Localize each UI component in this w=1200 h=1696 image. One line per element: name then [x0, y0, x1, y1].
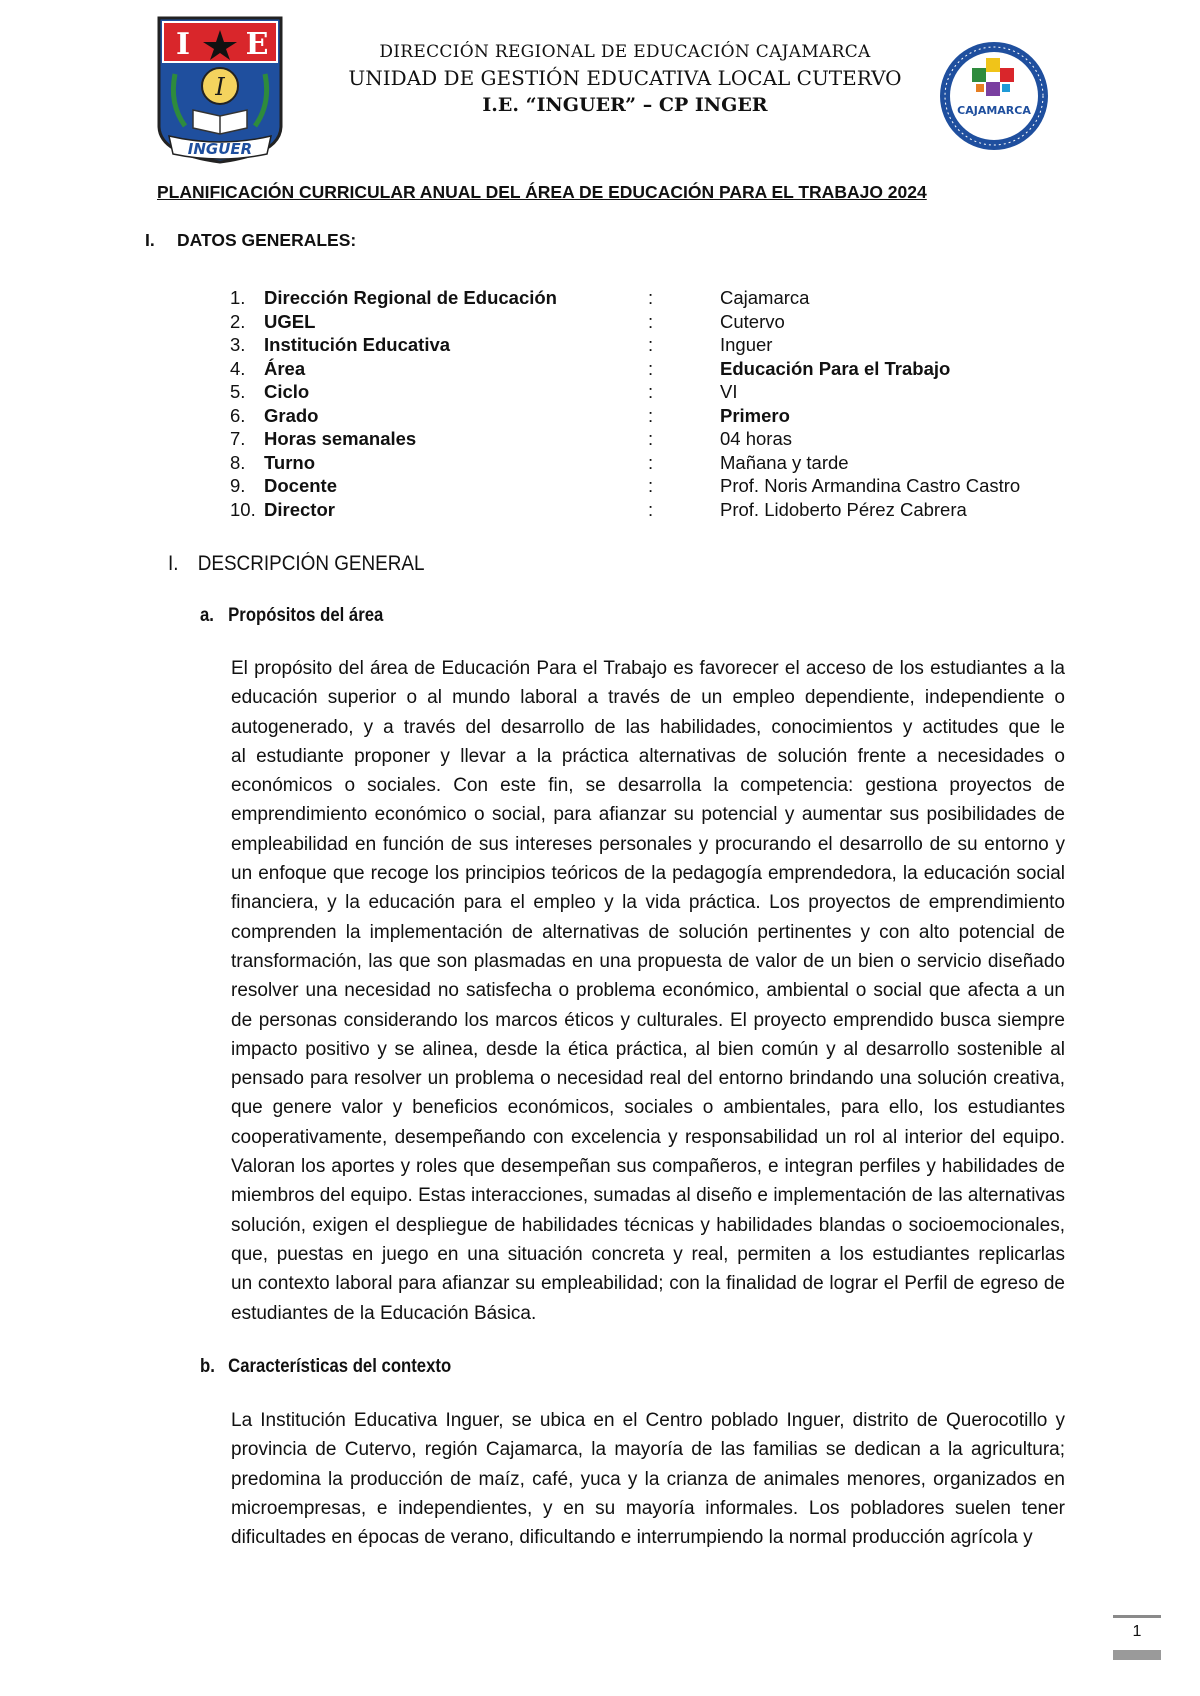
- paragraph-line: [231, 683, 1065, 712]
- paragraph-line-text: autogenerado, y a través del desarrollo de las habilidades, conocimientos y actitudes que le: [231, 716, 1065, 738]
- row-value: Educación Para el Trabajo: [720, 357, 951, 379]
- paragraph-line: [231, 771, 1065, 800]
- paragraph-line: [231, 713, 1065, 742]
- row-number: 6.: [230, 404, 246, 426]
- paragraph-line-text: microempresas, e independientes, y en su mayoría informales. Los pobladores suelen tener: [231, 1497, 1065, 1519]
- paragraph-line-text: Valoran los aportes y roles que desempeñan sus compañeros, e integran perfiles y habilidades de: [231, 1156, 1065, 1178]
- paragraph-line-text: transformación, las que son plasmadas en una propuesta de valor de un bien o servicio diseñado: [231, 950, 1065, 972]
- paragraph-line: [231, 859, 1065, 888]
- crest-letter-left: I: [175, 27, 191, 62]
- paragraph-line: [231, 976, 1065, 1005]
- row-value: Primero: [720, 404, 790, 426]
- paragraph-line: [231, 1152, 1065, 1181]
- row-separator: :: [648, 404, 654, 426]
- row-number: 5.: [230, 381, 246, 402]
- row-number: 3.: [230, 334, 246, 355]
- data-row: [230, 358, 1080, 381]
- row-number: 9.: [230, 475, 246, 496]
- paragraph-line: [231, 1299, 1065, 1328]
- paragraph-line-text: que, puestas en juego en una situación concreta y real, permiten a los estudiantes replicarlas: [231, 1243, 1065, 1265]
- paragraph-line: [231, 1465, 1065, 1494]
- row-separator: :: [648, 498, 654, 520]
- data-row: [230, 405, 1080, 428]
- regional-seal-logo: [938, 40, 1050, 152]
- row-separator: :: [648, 287, 654, 308]
- paragraph-line: [231, 1523, 1065, 1552]
- paragraph-line: [231, 1035, 1065, 1064]
- subsection-letter: a.: [200, 605, 214, 626]
- data-row: [230, 334, 1080, 357]
- row-separator: :: [648, 428, 654, 449]
- crest-letter-right: E: [245, 27, 269, 62]
- paragraph-line: [231, 1269, 1065, 1298]
- header-line-1: DIRECCIÓN REGIONAL DE EDUCACIÓN CAJAMARCA: [379, 42, 871, 62]
- row-separator: :: [648, 451, 654, 473]
- paragraph-line-text: empleabilidad en función de sus intereses personales y procurando el desarrollo de su entorno y: [231, 833, 1065, 855]
- paragraph-line-text: que genere valor y beneficios económicos, sociales o ambientales, para ello, los estudiantes: [231, 1097, 1065, 1119]
- row-number: 2.: [230, 310, 246, 332]
- paragraph-line-text: resolver una necesidad no satisfecha o problema económico, ambiental o social que afecta a un: [231, 980, 1065, 1002]
- paragraph-line: [231, 1211, 1065, 1240]
- paragraph-line-text: impacto positivo y se alinea, desde la ética práctica, al bien común y al desarrollo sostenible al: [231, 1038, 1065, 1060]
- paragraph-line: [231, 742, 1065, 771]
- section-datos-generales-heading: [145, 230, 356, 251]
- header-line-3: I.E. “INGUER” – CP INGER: [482, 94, 768, 116]
- subsection-title: Características del contexto: [228, 1356, 452, 1377]
- row-value: Cajamarca: [720, 287, 810, 308]
- row-label: UGEL: [264, 310, 316, 332]
- row-label: Director: [264, 498, 335, 520]
- row-label: Grado: [264, 404, 319, 426]
- row-separator: :: [648, 381, 654, 402]
- row-value: 04 horas: [720, 428, 792, 449]
- subsection-letter: b.: [200, 1356, 215, 1377]
- section-title: DESCRIPCIÓN GENERAL: [197, 552, 425, 575]
- paragraph-line: [231, 1123, 1065, 1152]
- paragraph-line-text: económicos o sociales. Con este fin, se desarrolla la competencia: gestiona proyectos de: [231, 775, 1065, 797]
- row-number: 1.: [230, 287, 246, 308]
- paragraph-line: [231, 888, 1065, 917]
- subsection-b-heading: [200, 1356, 451, 1378]
- subsection-title: Propósitos del área: [228, 605, 384, 626]
- paragraph-line-text: un contexto laboral para afianzar su empleabilidad; con la finalidad de lograr el Perfil de egreso de: [231, 1273, 1065, 1295]
- section-number: I.: [168, 552, 179, 575]
- row-value: Prof. Lidoberto Pérez Cabrera: [720, 498, 967, 520]
- section-descripcion-heading: [168, 552, 425, 576]
- paragraph-line: [231, 1435, 1065, 1464]
- paragraph-line-text: financiera, y la educación para el empleo y la vida práctica. Los proyectos de emprendimiento: [231, 892, 1065, 914]
- paragraph-line-text: El propósito del área de Educación Para el Trabajo es favorecer el acceso de los estudiantes a la: [231, 658, 1065, 679]
- data-row: [230, 428, 1080, 451]
- crest-ribbon-text: INGUER: [187, 140, 253, 158]
- data-row: [230, 311, 1080, 334]
- seal-text: CAJAMARCA: [957, 104, 1031, 117]
- paragraph-line-text: La Institución Educativa Inguer, se ubica en el Centro poblado Inguer, distrito de Querocotillo y: [231, 1410, 1065, 1431]
- paragraph-line: [231, 1181, 1065, 1210]
- row-label: Horas semanales: [264, 428, 417, 449]
- data-row: [230, 475, 1080, 498]
- row-label: Área: [264, 357, 306, 379]
- row-separator: :: [648, 357, 654, 379]
- row-label: Docente: [264, 475, 337, 496]
- paragraph-line: [231, 800, 1065, 829]
- paragraph-line-text: cooperativamente, desempeñando con excelencia y responsabilidad un rol al interior del equipo.: [231, 1126, 1065, 1148]
- row-number: 4.: [230, 357, 246, 379]
- paragraph-line-text: dificultades en épocas de verano, dificultando e interrumpiendo la normal producción agrícola y: [231, 1527, 1033, 1549]
- row-number: 7.: [230, 428, 246, 449]
- header-line-2: UNIDAD DE GESTIÓN EDUCATIVA LOCAL CUTERVO: [348, 66, 902, 90]
- row-value: Prof. Noris Armandina Castro Castro: [720, 475, 1021, 496]
- row-label: Turno: [264, 451, 316, 473]
- document-title: PLANIFICACIÓN CURRICULAR ANUAL DEL ÁREA DE EDUCACIÓN PARA EL TRABAJO 2024: [157, 182, 927, 202]
- paragraph-line: [231, 1093, 1065, 1122]
- row-label: Ciclo: [264, 381, 310, 402]
- row-separator: :: [648, 334, 654, 355]
- subsection-a-heading: [200, 605, 383, 627]
- row-number: 8.: [230, 451, 246, 473]
- svg-text:I: I: [215, 73, 225, 101]
- row-value: Inguer: [720, 334, 773, 355]
- row-value: VI: [720, 381, 738, 402]
- data-row: [230, 287, 1080, 310]
- paragraph-line: [231, 918, 1065, 947]
- paragraph-line: [231, 1006, 1065, 1035]
- data-row: [230, 452, 1080, 475]
- row-separator: :: [648, 475, 654, 496]
- paragraph-line-text: comprenden la implementación de alternativas de solución pertinentes y con alto potencial de: [231, 921, 1065, 943]
- paragraph-line: [231, 654, 1065, 683]
- paragraph-line: [231, 1406, 1065, 1435]
- paragraph-line-text: educación superior o al mundo laboral a través de un empleo dependiente, independiente o: [231, 687, 1065, 709]
- row-value: Mañana y tarde: [720, 451, 849, 473]
- paragraph-line-text: de personas considerando los marcos éticos y culturales. El proyecto emprendido busca siempre: [231, 1009, 1065, 1031]
- row-value: Cutervo: [720, 310, 785, 332]
- paragraph-line: [231, 1494, 1065, 1523]
- row-label: Institución Educativa: [264, 334, 451, 355]
- page-number: 1: [1132, 1623, 1142, 1640]
- paragraph-contexto: [231, 1406, 1065, 1552]
- paragraph-line: [231, 1240, 1065, 1269]
- paragraph-line-text: estudiantes de la Educación Básica.: [231, 1302, 537, 1324]
- paragraph-line: [231, 947, 1065, 976]
- paragraph-line-text: predomina la producción de maíz, café, yuca y la crianza de animales menores, organizados en: [231, 1468, 1065, 1490]
- row-separator: :: [648, 310, 654, 332]
- row-number: 10.: [230, 498, 256, 520]
- paragraph-line-text: pensado para resolver un problema o necesidad real del entorno brindando una solución creativa,: [231, 1068, 1065, 1090]
- row-label: Dirección Regional de Educación: [264, 287, 557, 308]
- paragraph-line-text: emprendimiento económico o social, para afianzar su potencial y aumentar sus posibilidades de: [231, 804, 1065, 826]
- paragraph-line-text: un enfoque que recoge los principios teóricos de la pedagogía emprendedora, la educación social: [231, 863, 1065, 885]
- paragraph-line-text: al estudiante proponer y llevar a la práctica alternativas de solución frente a necesidades o: [231, 745, 1065, 767]
- paragraph-line-text: solución, exigen el despliegue de habilidades técnicas y habilidades blandas o socioemocionales,: [231, 1214, 1065, 1236]
- paragraph-line-text: miembros del equipo. Estas interacciones, sumadas al diseño e implementación de las alternativas: [231, 1185, 1065, 1207]
- data-row: [230, 381, 1080, 404]
- paragraph-line: [231, 1064, 1065, 1093]
- section-number: I.: [145, 230, 155, 250]
- paragraph-line-text: provincia de Cutervo, región Cajamarca, la mayoría de las familias se dedican a la agricultura;: [231, 1439, 1065, 1461]
- data-row: [230, 499, 1080, 522]
- paragraph-line: [231, 830, 1065, 859]
- paragraph-propositos: [231, 654, 1065, 1328]
- section-title: DATOS GENERALES:: [177, 230, 357, 250]
- page-number-bar: [1113, 1650, 1161, 1660]
